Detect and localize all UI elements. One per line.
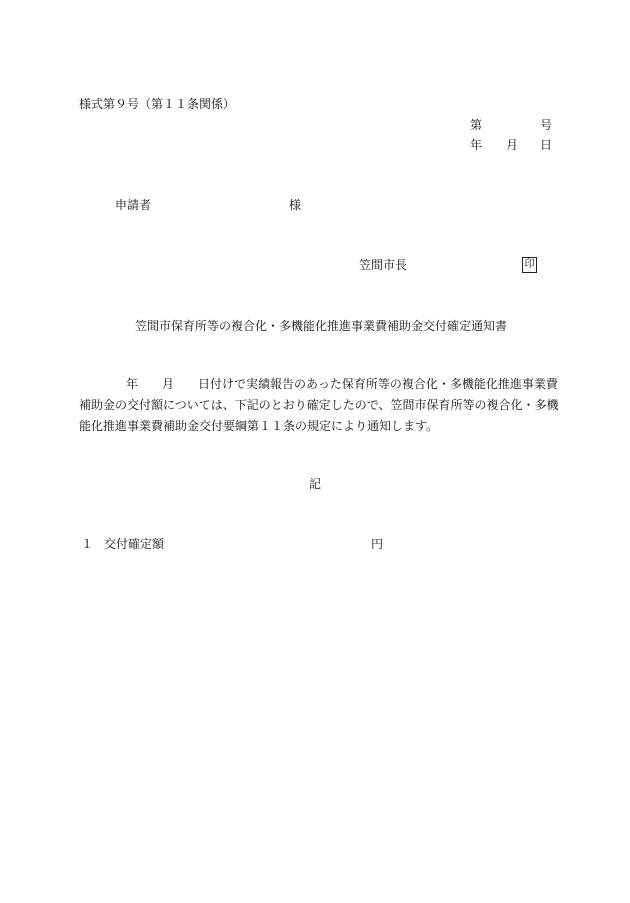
issuer-title: 笠間市長 bbox=[359, 258, 408, 272]
document-number-suffix: 号 bbox=[540, 118, 553, 132]
body-text-line-2: 補助金の交付額については、下記のとおり確定したので、笠間市保育所等の複合化・多機 bbox=[79, 398, 559, 412]
date-year-label: 年 bbox=[470, 138, 483, 152]
date-day-label: 日 bbox=[540, 138, 553, 152]
item-number: １ bbox=[81, 537, 94, 551]
body-year-label: 年 bbox=[126, 377, 139, 391]
body-text-line-3: 能化推進事業費補助金交付要綱第１１条の規定により通知します。 bbox=[79, 419, 439, 433]
body-text-line-1: 日付けで実績報告のあった保育所等の複合化・多機能化推進事業費 bbox=[198, 377, 558, 391]
document-title: 笠間市保育所等の複合化・多機能化推進事業費補助金交付確定通知書 bbox=[135, 319, 508, 333]
item-unit: 円 bbox=[371, 537, 384, 551]
document-number-prefix: 第 bbox=[470, 118, 483, 132]
applicant-label: 申請者 bbox=[115, 198, 152, 212]
seal-mark: 印 bbox=[522, 257, 537, 273]
notation-heading: 記 bbox=[309, 477, 322, 491]
item-label: 交付確定額 bbox=[104, 537, 165, 551]
form-number: 様式第９号（第１１条関係） bbox=[79, 97, 236, 111]
applicant-honorific: 様 bbox=[289, 198, 302, 212]
body-month-label: 月 bbox=[162, 377, 175, 391]
date-month-label: 月 bbox=[506, 138, 519, 152]
